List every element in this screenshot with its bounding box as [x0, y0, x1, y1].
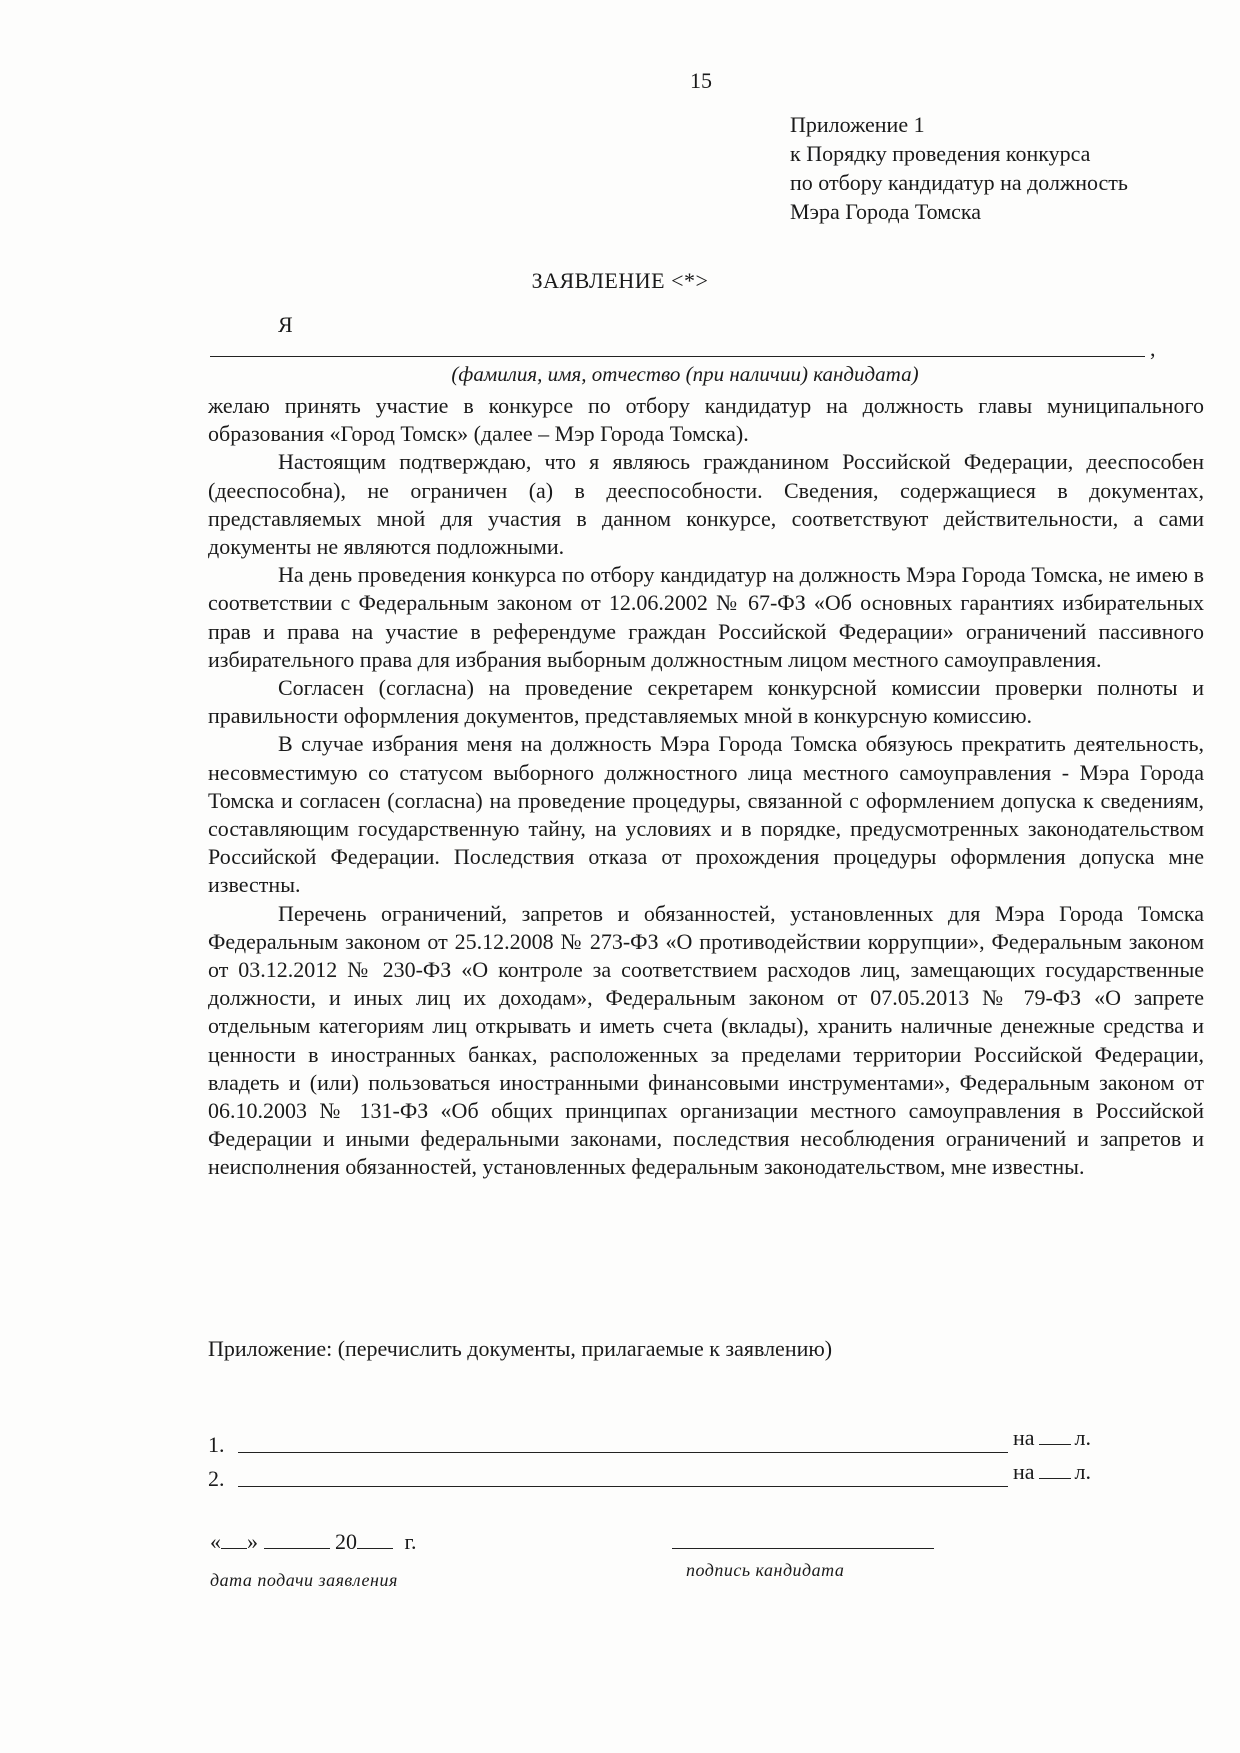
attachments-title: Приложение: (перечислить документы, прилагаемые к заявлению): [208, 1336, 833, 1361]
attachment-pages: [1013, 1458, 1091, 1485]
attachment-na: на: [1013, 1459, 1035, 1484]
attachment-field[interactable]: [238, 1452, 1008, 1453]
signature-line[interactable]: [672, 1548, 934, 1549]
paragraph: На день проведения конкурса по отбору кандидатур на должность Мэра Города Томска, не имею в соответствии с Федеральным законом от 12.06.2002 № 67-ФЗ «Об основных гарантиях избирательных прав и права на участие в референдуме граждан Российской Федерации» ограничений пассивного избирательного права для избрания выборным должностным лицом местного самоуправления.: [208, 562, 1204, 672]
attachment-row: [208, 1458, 1108, 1491]
attachment-field[interactable]: [238, 1486, 1008, 1487]
date-year-suffix: г.: [404, 1529, 417, 1554]
date-close-quote: »: [247, 1529, 258, 1554]
date-month-field[interactable]: [264, 1528, 330, 1549]
document-title: ЗАЯВЛЕНИЕ <*>: [531, 268, 709, 293]
paragraph: Согласен (согласна) на проведение секретарем конкурсной комиссии проверки полноты и правильности оформления документов, представляемых мной в конкурсную комиссию.: [208, 675, 1204, 729]
applicant-comma: ,: [1150, 336, 1156, 361]
attachment-row: [208, 1424, 1108, 1457]
attachment-pages: [1013, 1424, 1091, 1451]
appendix-line: Приложение 1: [790, 112, 925, 137]
applicant-name-hint: (фамилия, имя, отчество (при наличии) кандидата): [451, 362, 919, 386]
appendix-line: по отбору кандидатур на должность: [790, 170, 1128, 195]
attachment-l: л.: [1074, 1459, 1092, 1484]
attachment-pages-field[interactable]: [1039, 1424, 1071, 1445]
date-year-field[interactable]: [357, 1528, 393, 1549]
applicant-name-line[interactable]: [210, 356, 1145, 357]
page-number: 15: [690, 68, 712, 93]
body-text: [208, 392, 1204, 1182]
appendix-line: к Порядку проведения конкурса: [790, 141, 1091, 166]
paragraph: В случае избрания меня на должность Мэра Города Томска обязуюсь прекратить деятельность, несовместимую со статусом выборного должностного лица местного самоуправления - Мэра Города Томска и согласен (согласна) на проведение процедуры, связанной с оформлением допуска к сведениям, составляющим государственную тайну, на условиях и в порядке, предусмотренных законодательством Российской Федерации. Последствия отказа от прохождения процедуры оформления допуска мне известны.: [208, 731, 1204, 898]
applicant-ya: Я: [278, 312, 293, 337]
paragraph: Перечень ограничений, запретов и обязанностей, установленных для Мэра Города Томска Федеральным законом от 25.12.2008 № 273-ФЗ «О противодействии коррупции», Федеральным законом от 03.12.2012 № 230-ФЗ «О контроле за соответствием расходов лиц, замещающих государственные должности, и иных лиц их доходам», Федеральным законом от 07.05.2013 № 79-ФЗ «О запрете отдельным категориям лиц открывать и иметь счета (вклады), хранить наличные денежные средства и ценности в иностранных банках, расположенных за пределами территории Российской Федерации, владеть и (или) пользоваться иностранными финансовыми инструментами», Федеральным законом от 06.10.2003 № 131-ФЗ «Об общих принципах организации местного самоуправления в Российской Федерации и иными федеральными законами, последствия несоблюдения ограничений и запретов и неисполнения обязанностей, установленных федеральным законодательством, мне известны.: [208, 900, 1204, 1180]
appendix-line: Мэра Города Томска: [790, 199, 982, 224]
date-caption: дата подачи заявления: [210, 1570, 398, 1590]
attachment-number: 2.: [208, 1466, 225, 1491]
date-year-prefix: 20: [335, 1529, 357, 1554]
paragraph: Настоящим подтверждаю, что я являюсь гражданином Российской Федерации, дееспособен (дееспособна), не ограничен (а) в дееспособности. Сведения, содержащиеся в документах, представляемых мной для участия в данном конкурсе, соответствуют действительности, а сами документы не являются подложными.: [208, 449, 1204, 560]
attachment-pages-field[interactable]: [1039, 1458, 1071, 1479]
attachment-l: л.: [1074, 1425, 1092, 1450]
appendix-header: [790, 110, 1128, 226]
attachment-na: на: [1013, 1425, 1035, 1450]
paragraph: желаю принять участие в конкурсе по отбору кандидатур на должность главы муниципального образования «Город Томск» (далее – Мэр Города Томска).: [208, 393, 1204, 447]
attachment-number: 1.: [208, 1432, 225, 1457]
date-open-quote: «: [210, 1529, 221, 1554]
signature-caption: подпись кандидата: [686, 1560, 845, 1580]
date-day-field[interactable]: [221, 1528, 247, 1549]
date-field: [210, 1528, 417, 1555]
